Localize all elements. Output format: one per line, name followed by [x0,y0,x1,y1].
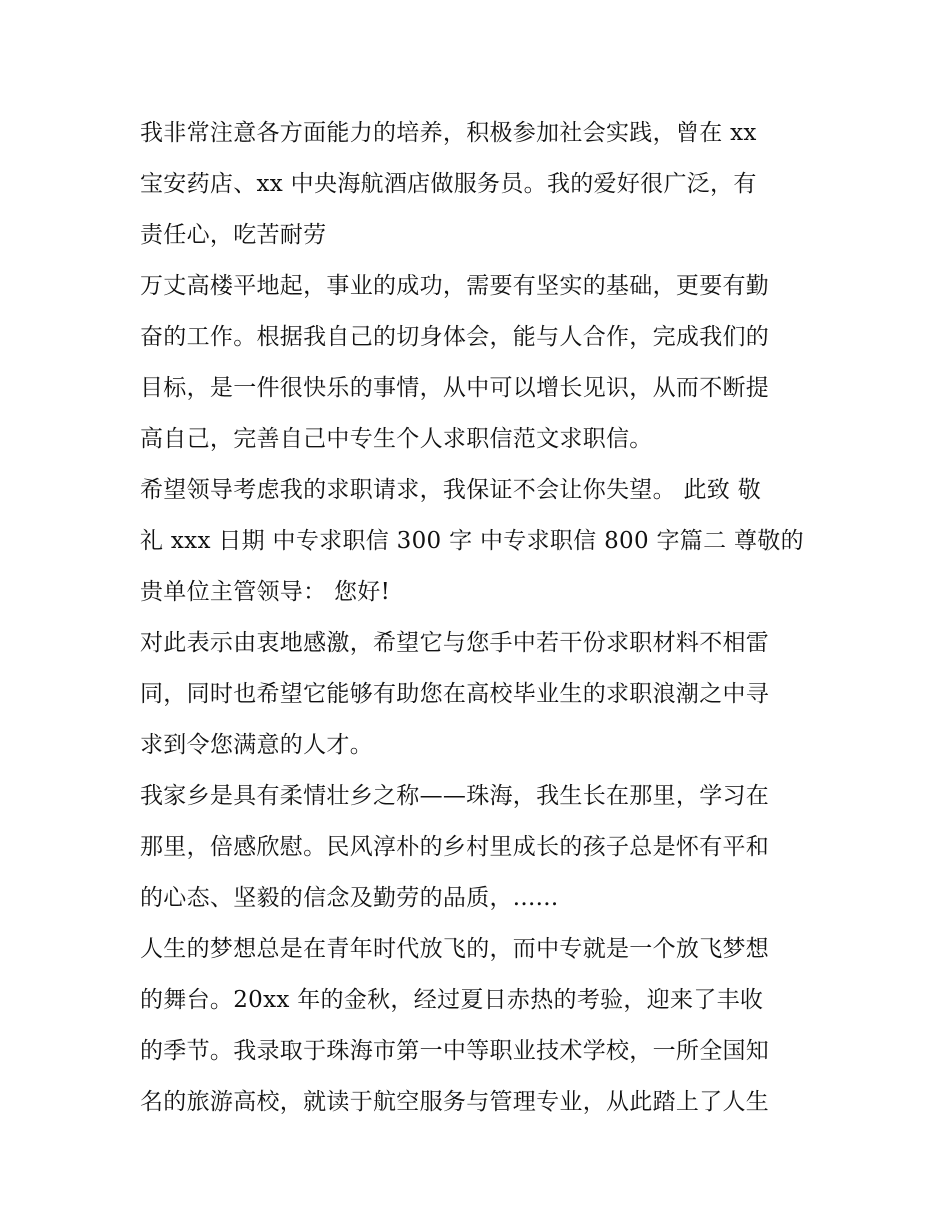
text-line: 奋的工作。根据我自己的切身体会，能与人合作，完成我们的 [140,324,770,350]
text-line: 同，同时也希望它能够有助您在高校毕业生的求职浪潮之中寻 [140,681,770,707]
text-line: 宝安药店、xx 中央海航酒店做服务员。我的爱好很广泛，有 [140,171,757,197]
text-line: 人生的梦想总是在青年时代放飞的，而中专就是一个放飞梦想 [140,936,770,962]
text-line: 那里，倍感欣慰。民风淳朴的乡村里成长的孩子总是怀有平和 [140,834,770,860]
text-line: 的季节。我录取于珠海市第一中等职业技术学校，一所全国知 [140,1038,770,1064]
text-line: 的心态、坚毅的信念及勤劳的品质，...... [140,885,559,911]
body-text [140,108,820,1128]
text-line: 责任心，吃苦耐劳 [140,222,327,248]
text-line: 目标，是一件很快乐的事情，从中可以增长见识，从而不断提 [140,375,770,401]
text-line: 的舞台。20xx 年的金秋，经过夏日赤热的考验，迎来了丰收 [140,987,764,1013]
text-line: 万丈高楼平地起，事业的成功，需要有坚实的基础，更要有勤 [140,273,770,299]
text-line: 我家乡是具有柔情壮乡之称——珠海，我生长在那里，学习在 [140,783,770,809]
text-line: 我非常注意各方面能力的培养，积极参加社会实践，曾在 xx [140,120,757,146]
text-line: 对此表示由衷地感激，希望它与您手中若干份求职材料不相雷 [140,630,770,656]
text-line: 名的旅游高校，就读于航空服务与管理专业，从此踏上了人生 [140,1089,770,1115]
text-line: 高自己，完善自己中专生个人求职信范文求职信。 [140,426,653,452]
text-line: 求到令您满意的人才。 [140,732,373,758]
text-line: 希望领导考虑我的求职请求，我保证不会让你失望。 此致 敬 [140,477,762,503]
text-line: 礼 xxx 日期 中专求职信 300 字 中专求职信 800 字篇二 尊敬的 [140,528,804,554]
text-line: 贵单位主管领导： 您好! [140,579,391,605]
